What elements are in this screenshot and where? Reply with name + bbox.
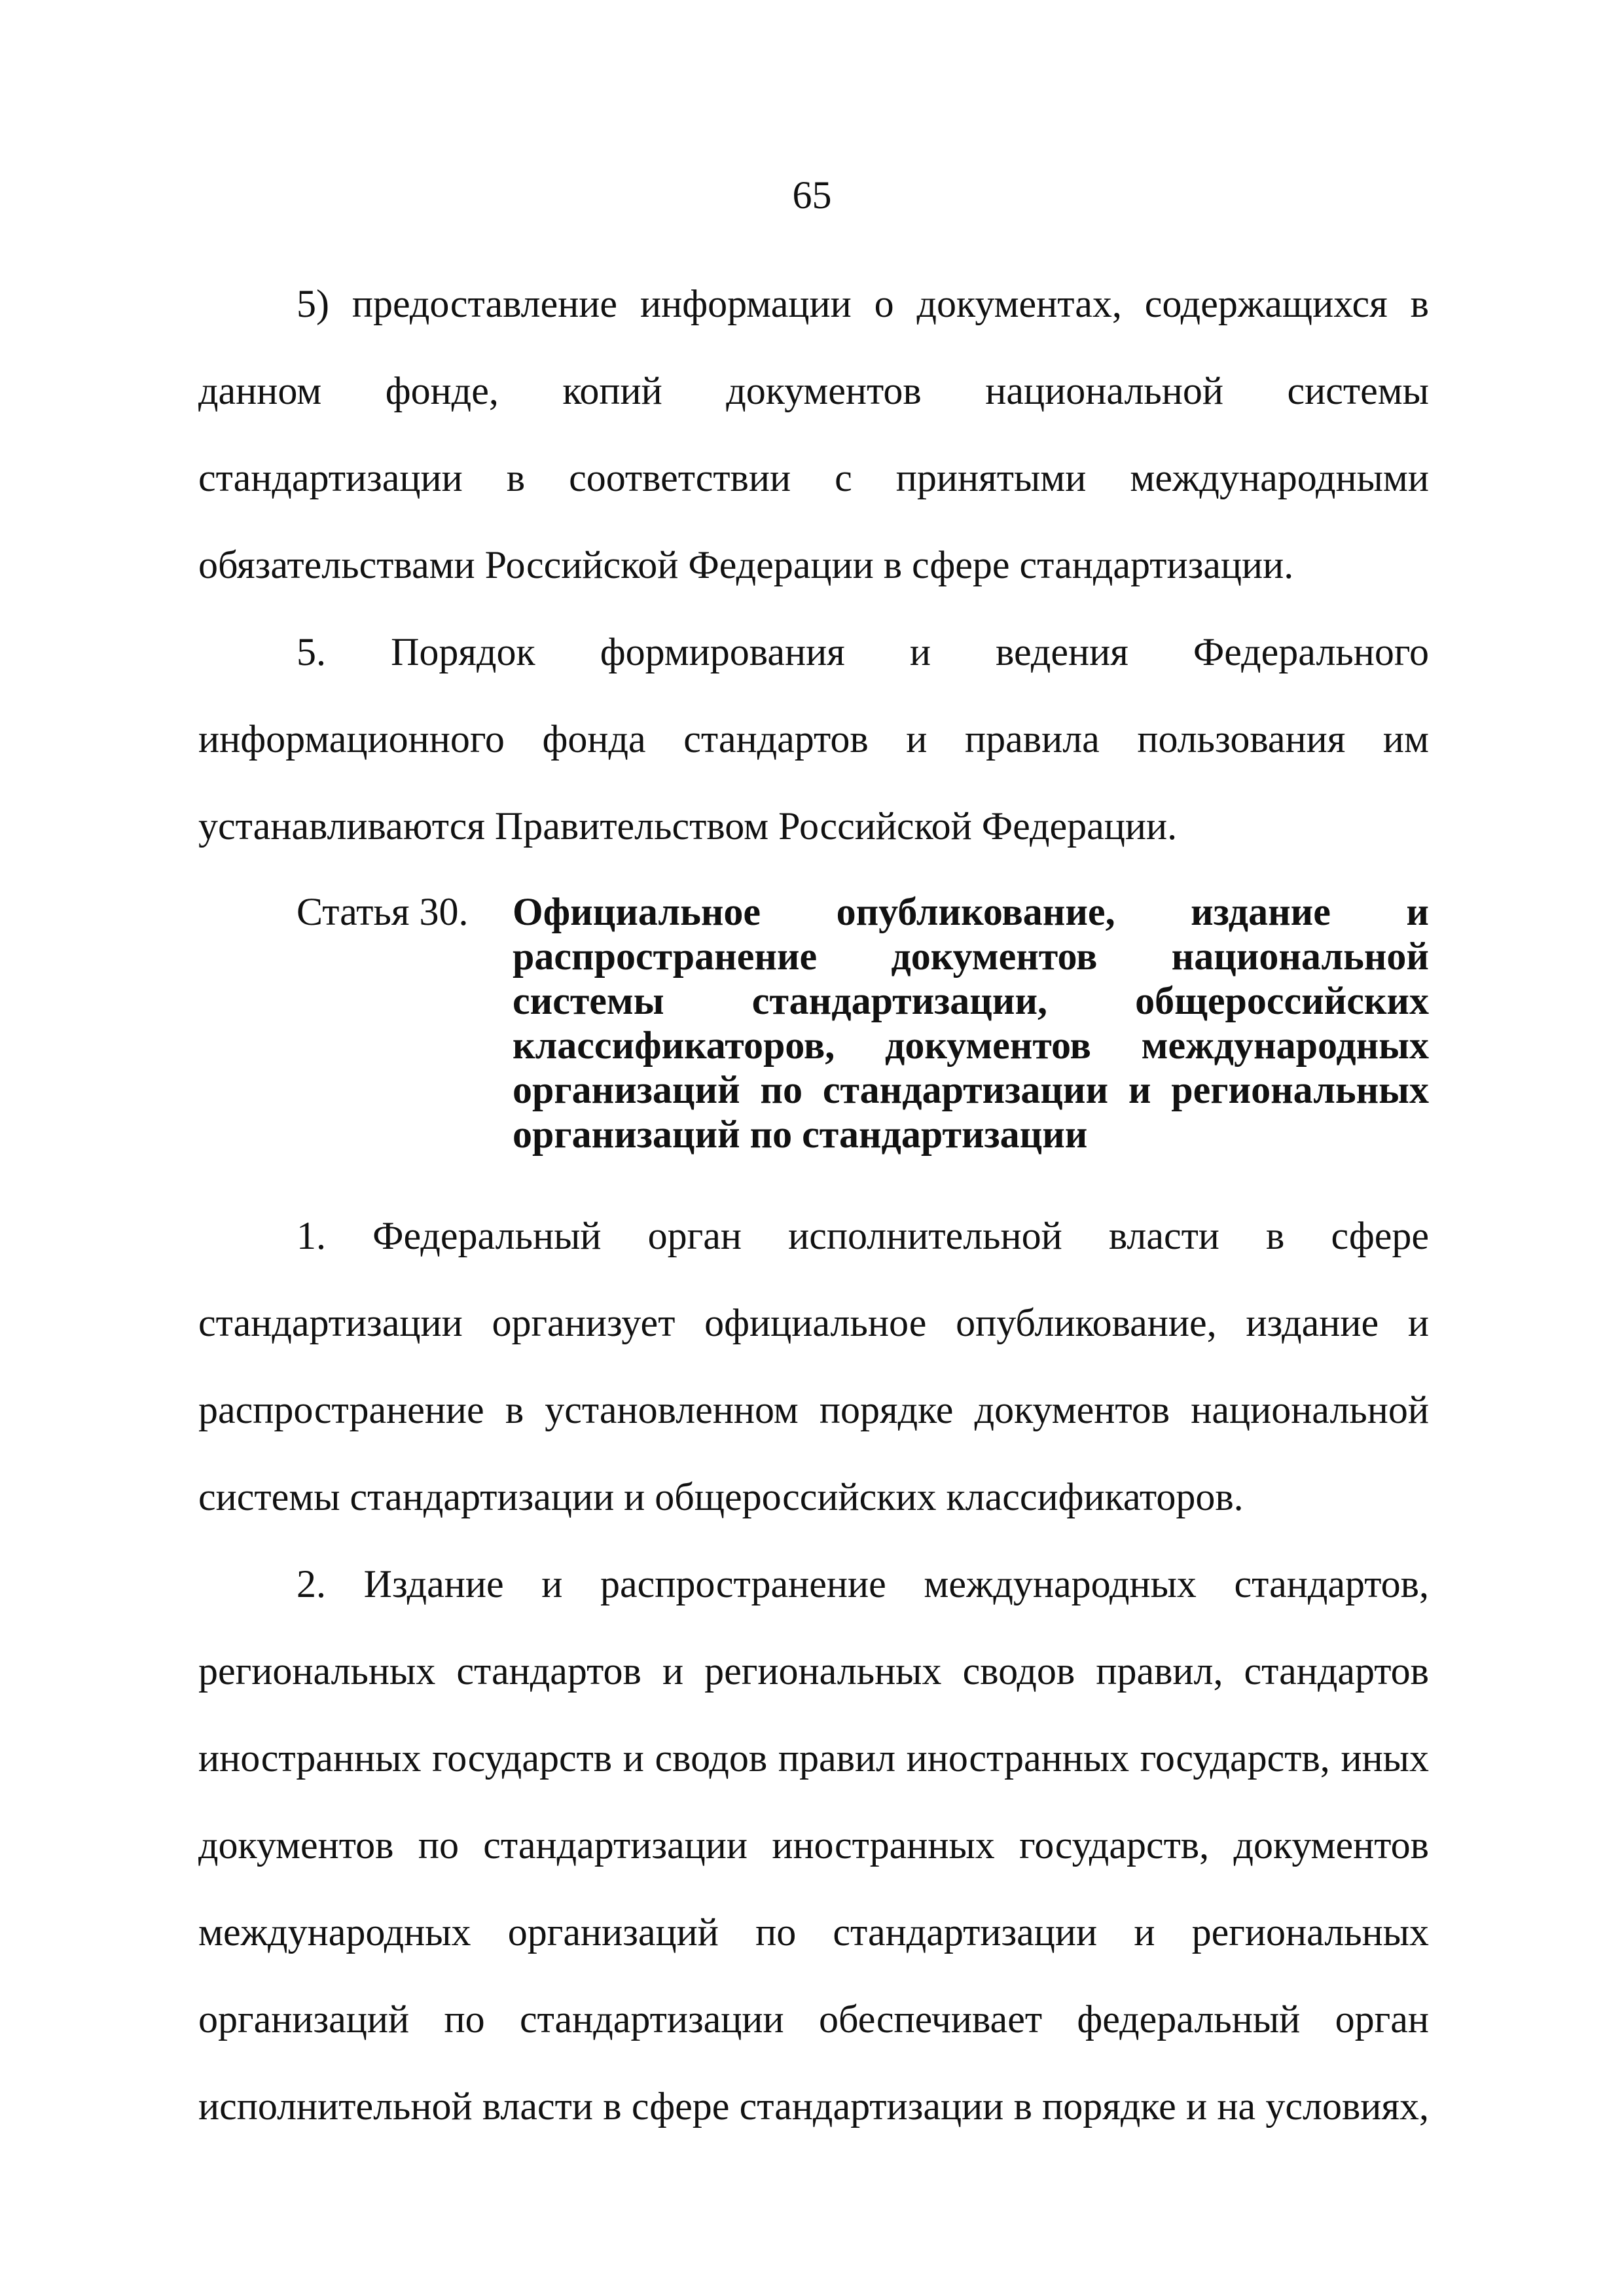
article-title: Официальное опубликование, издание и распространение документов национальной системы стандартизации, общероссийских классификаторов, документов международных организаций по стандартизации и региональных организаций по стандартизации (513, 890, 1429, 1156)
paragraph-item-5: 5) предоставление информации о документах, содержащихся в данном фонде, копий документов национальной системы стандартизации в соответствии с принятыми международными обязательствами Российской Федерации в сфере стандартизации. (198, 282, 1429, 586)
page-number: 65 (792, 173, 832, 217)
article-label: Статья 30. (297, 890, 469, 933)
article-heading (198, 889, 1429, 1157)
page-content (198, 260, 1429, 2150)
paragraph-point-5: 5. Порядок формирования и ведения Федерального информационного фонда стандартов и правила пользования им устанавливаются Правительством Российской Федерации. (198, 630, 1429, 848)
paragraph-point-1: 1. Федеральный орган исполнительной власти в сфере стандартизации организует официальное опубликование, издание и распространение в установленном порядке документов национальной системы стандартизации и общероссийских классификаторов. (198, 1214, 1429, 1518)
paragraph-point-2: 2. Издание и распространение международных стандартов, региональных стандартов и региональных сводов правил, стандартов иностранных государств и сводов правил иностранных государств, иных документов по стандартизации иностранных государств, документов международных организаций по стандартизации и региональных организаций по стандартизации обеспечивает федеральный орган исполнительной власти в сфере стандартизации в порядке и на условиях, (198, 1562, 1429, 2128)
